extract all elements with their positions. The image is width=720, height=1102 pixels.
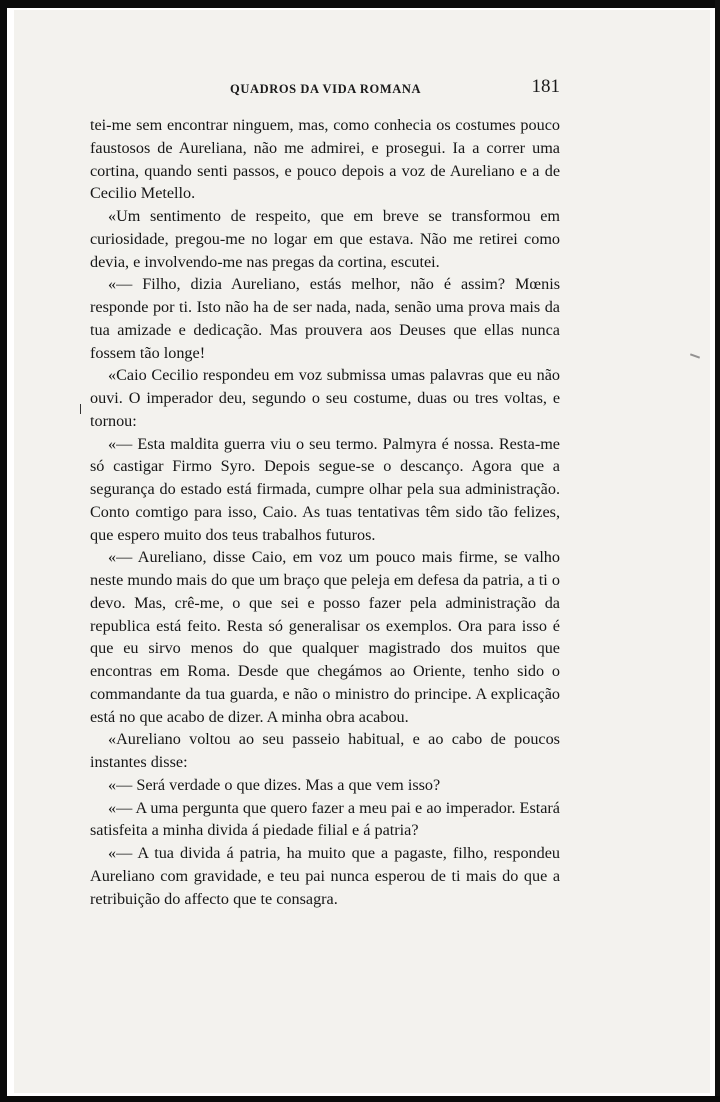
paragraph: tei-me sem encontrar ninguem, mas, como conhecia os costumes pouco faustosos de Aureliana, não me admirei, e prosegui. Ia a correr uma cortina, quando senti passos, e pouco depois a voz de Aureliano e a de Cecilio Metello. [90,116,560,203]
margin-mark [80,404,81,414]
page-number: 181 [531,76,560,97]
page-header [90,74,560,104]
paragraph: «— A tua divida á patria, ha muito que a pagaste, filho, respondeu Aureliano com gravidade, e teu pai nunca esperou de ti mais do que a retribuição do affecto que te consagra. [90,844,560,908]
paragraph: «— Filho, dizia Aureliano, estás melhor, não é assim? Mœnis responde por ti. Isto não ha de ser nada, nada, senão uma prova mais da tua amizade e dedicação. Mas prouvera aos Deuses que ellas nunca fossem tão longe! [90,275,560,362]
paragraph: «— A uma pergunta que quero fazer a meu pai e ao imperador. Estará satisfeita a minha divida á piedade filial e á patria? [90,798,560,840]
paragraph: «Um sentimento de respeito, que em breve se transformou em curiosidade, pregou-me no logar em que estava. Não me retirei como devia, e involvendo-me nas pregas da cortina, escutei. [90,207,560,271]
scan-border-bottom [0,1096,720,1102]
paragraph: «Aureliano voltou ao seu passeio habitual, e ao cabo de poucos instantes disse: [90,730,560,771]
scan-border-top [0,0,720,8]
paragraph: «Caio Cecilio respondeu em voz submissa umas palavras que eu não ouvi. O imperador deu, segundo o seu costume, duas ou tres voltas, e tornou: [90,366,560,430]
running-title: QUADROS DA VIDA ROMANA [230,82,422,96]
paragraph: «— Será verdade o que dizes. Mas a que vem isso? [108,775,441,794]
body-text [90,114,560,910]
scan-border-left [0,0,7,1102]
paragraph: «— Esta maldita guerra viu o seu termo. Palmyra é nossa. Resta-me só castigar Firmo Syro. Depois segue-se o descanço. Agora que a segurança do estado está firmada, cumpre olhar pela sua administração. Conto comtigo para isso, Caio. As tuas tentativas têm sido tão felizes, que espero muito dos teus trabalhos futuros. [90,434,560,544]
paragraph: «— Aureliano, disse Caio, em voz um pouco mais firme, se valho neste mundo mais do que um braço que peleja em defesa da patria, a ti o devo. Mas, crê-me, o que sei e posso fazer pela administração da republica está feito. Resta só generalisar os exemplos. Ora para isso é que eu sirvo menos do que qualquer magistrado dos muitos que encontras em Roma. Desde que chegámos ao Oriente, tenho sido o commandante da tua guarda, e não o ministro do principe. A explicação está no que acabo de dizer. A minha obra acabou. [90,548,560,726]
scan-border-right [715,0,720,1102]
